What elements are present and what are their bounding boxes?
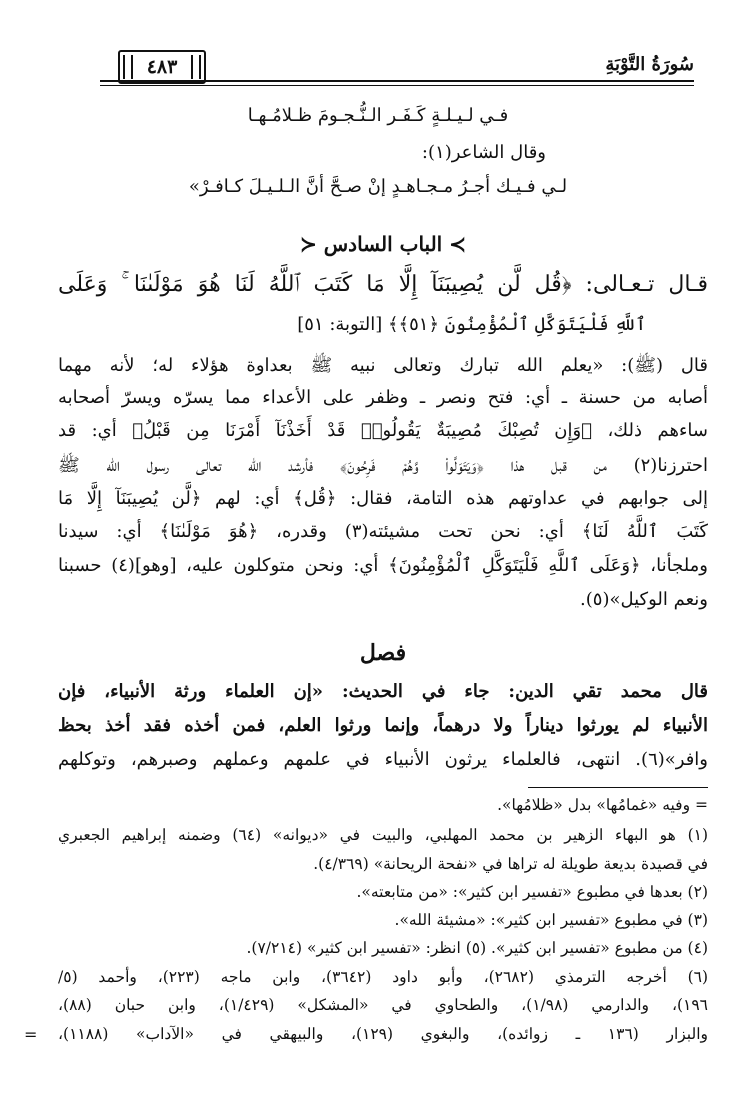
text-line: وملجأنا، ﴿وَعَلَى ٱللَّهِ فَلْيَتَوَكَّلِ ٱلْمُؤْمِنُونَ﴾ أي: ونحن متوكلون عليه، [وهو](٤) حسبنا — [58, 555, 708, 576]
surah-title: سُورَةُ التَّوْبَةِ — [605, 54, 694, 75]
footnote: (٢) بعدها في مطبوع «تفسير ابن كثير»: «من متابعته». — [356, 883, 708, 901]
footnote: (٤) من مطبوع «تفسير ابن كثير». (٥) انظر: «تفسير ابن كثير» (٧/٢١٤). — [246, 939, 708, 957]
text-line: قال (ﷺ): «يعلم الله تبارك وتعالى نبيه ﷺ بعداوة هؤلاء له؛ لأنه مهما — [58, 355, 708, 376]
header-divider — [100, 80, 694, 86]
section-heading: فصل — [359, 640, 407, 666]
text-line: كَتَبَ ٱللَّهُ لَنَا﴾ أي: نحن تحت مشيئته(٣) وقدره، ﴿هُوَ مَوْلَىٰنَا﴾ أي: سيدنا — [58, 521, 709, 542]
footnote: (٦) أخرجه الترمذي (٢٦٨٢)، وأبو داود (٣٦٤٢)، وابن ماجه (٢٢٣)، وأحمد (٥/ — [58, 968, 709, 986]
poem-line-1: فـي لـيـلـةٍ كَـفَـر الـنُّـجـومَ ظـلامُـهـا — [247, 105, 509, 126]
poet-intro: وقال الشاعر(١): — [421, 142, 546, 163]
continuation-marker: = — [24, 1025, 38, 1044]
chapter-heading: ≻ الباب السادس ≺ — [300, 232, 466, 256]
footnote: (٣) في مطبوع «تفسير ابن كثير»: «مشيئة الله». — [394, 911, 708, 929]
footnote: = وفيه «غمامُها» بدل «ظلامُها». — [497, 796, 708, 814]
text-line: إلى جوابهم في عداوتهم هذه التامة، فقال: ﴿قُل﴾ أي: لهم ﴿لَّن يُصِيبَنَآ إِلَّا مَا — [58, 488, 708, 509]
text-line: احترزنا(٢) من قبل هذا ﴿وَيَتَوَلَّوا۟ وَّهُمْ فَرِحُونَ﴾ فأرشد الله تعالى رسول الله ﷺ — [58, 455, 708, 476]
text-line: أصابه من حسنة ـ أي: فتح ونصر ـ وظفر على الأعداء مما يسرّه ويسرّ أصحابه — [58, 387, 708, 408]
text-line: وافر»(٦). انتهى، فالعلماء يرثون الأنبياء في علمهم وعملهم وصبرهم، وتوكلهم — [58, 749, 708, 770]
page-header — [100, 48, 694, 86]
text-line: الأنبياء لم يورثوا ديناراً ولا درهماً، وإنما ورثوا العلم، فمن أخذه فقد أخذ بحظ — [58, 715, 708, 736]
footnote-divider — [528, 787, 708, 788]
poem-line-2: لـي فـيـك أجـرُ مـجـاهـدٍ إنْ صـحَّ أنَّ الـلـيـلَ كـافـرْ» — [188, 176, 568, 197]
text-line: ساءهم ذلك، ﴿وَإِن تُصِبْكَ مُصِيبَةٌ يَقُولُوا۟ قَدْ أَخَذْنَآ أَمْرَنَا مِن قَبْلُ﴾ أي: قد — [58, 420, 708, 441]
verse-line-1: قـال تـعـالى: ﴿قُل لَّن يُصِيبَنَآ إِلَّا مَا كَتَبَ ٱللَّهُ لَنَا هُوَ مَوْلَىٰنَا ۚ وَعَلَى — [58, 272, 708, 297]
footnote: (١) هو البهاء الزهير بن محمد المهلبي، والبيت في «ديوانه» (٦٤) وضمنه إبراهيم الجعبري — [58, 826, 709, 844]
footnote: ١٩٦)، والدارمي (١/٩٨)، والطحاوي في «المشكل» (١/٤٢٩)، وابن حبان (٨٨)، — [58, 996, 709, 1014]
page-number: ٤٨٣ — [118, 50, 206, 84]
text-line: قال محمد تقي الدين: جاء في الحديث: «إن العلماء ورثة الأنبياء، فإن — [58, 681, 708, 702]
verse-line-2: ٱللَّهِ فَلْيَتَوَكَّلِ ٱلْمُؤْمِنُونَ ﴿٥١﴾﴾ [التوبة: ٥١] — [297, 314, 646, 335]
footnote: في قصيدة بديعة طويلة له تراها في «نفحة الريحانة» (٤/٣٦٩). — [313, 855, 708, 873]
footnote: والبزار (١٣٦ ـ زوائده)، والبغوي (١٢٩)، والبيهقي في «الآداب» (١١٨٨)، — [58, 1025, 708, 1043]
text-line: ونعم الوكيل»(٥). — [580, 589, 708, 610]
